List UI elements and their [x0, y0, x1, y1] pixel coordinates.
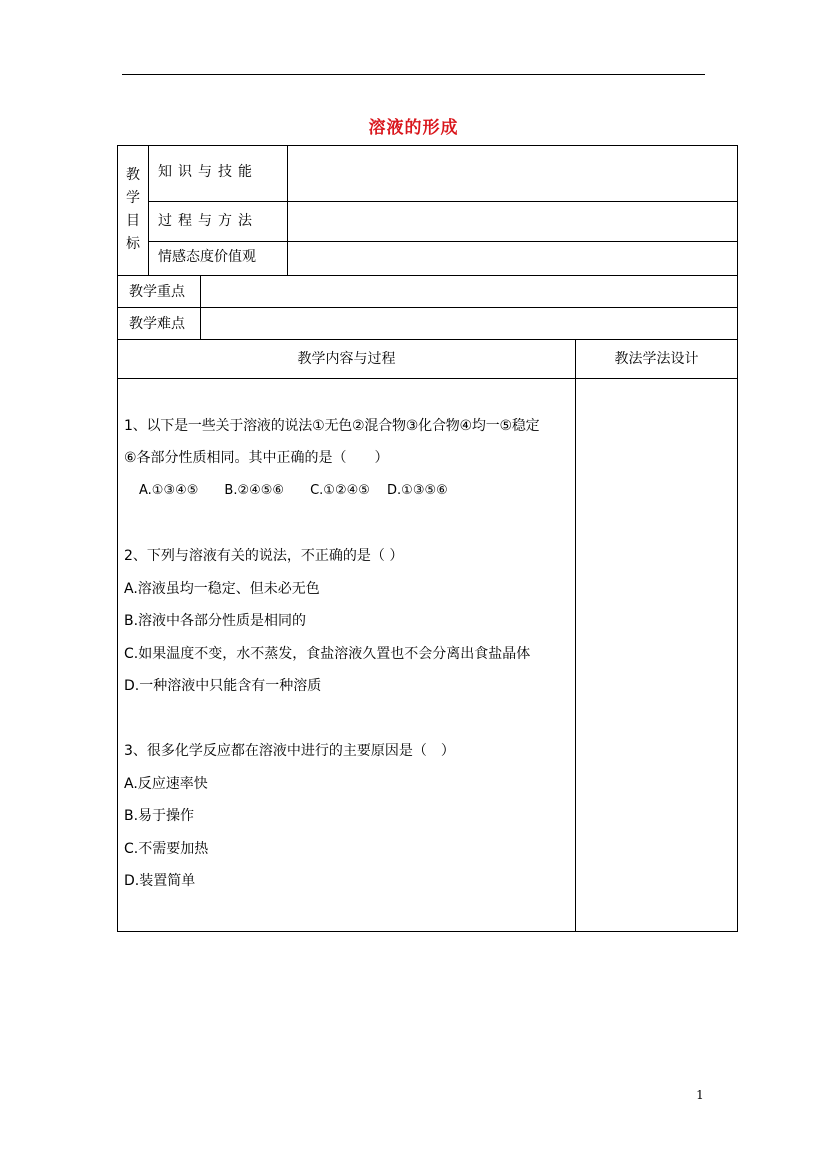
question-3-option-a: A.反应速率快	[124, 776, 208, 792]
question-3-option-d: D.装置简单	[124, 873, 196, 889]
objective-label-knowledge: 知识与技能	[158, 164, 258, 180]
objectives-group-char: 目	[126, 213, 140, 229]
question-2-option-c: C.如果温度不变，水不蒸发，食盐溶液久置也不会分离出食盐晶体	[124, 646, 531, 662]
question-2-stem: 2、下列与溶液有关的说法，不正确的是（ ）	[124, 548, 404, 564]
method-body-cell	[575, 378, 738, 932]
key-point-label: 教学重点	[129, 284, 185, 300]
objectives-group-char: 教	[126, 167, 140, 183]
question-2-option-b: B.溶液中各部分性质是相同的	[124, 613, 307, 629]
question-2-option-a: A.溶液虽均一稳定、但未必无色	[124, 581, 320, 597]
objectives-group-char: 标	[126, 236, 140, 252]
page-number: 1	[696, 1088, 704, 1102]
objectives-group-char: 学	[126, 190, 140, 206]
question-1-stem-line-2: ⑥各部分性质相同。其中正确的是（ ）	[124, 450, 389, 466]
objectives-group-label	[118, 146, 148, 274]
question-2-option-d: D.一种溶液中只能含有一种溶质	[124, 678, 322, 694]
method-column-header: 教法学法设计	[614, 351, 699, 367]
objective-label-process: 过程与方法	[158, 213, 258, 229]
question-3-stem: 3、很多化学反应都在溶液中进行的主要原因是（ ）	[124, 743, 455, 759]
header-rule	[122, 74, 705, 75]
difficult-point-label: 教学难点	[129, 316, 185, 332]
question-3-option-b: B.易于操作	[124, 808, 195, 824]
difficult-point-row	[117, 307, 738, 340]
page-title: 溶液的形成	[368, 118, 459, 138]
key-point-row	[117, 275, 738, 308]
objective-label-attitude: 情感态度价值观	[158, 249, 256, 265]
question-3-option-c: C.不需要加热	[124, 841, 209, 857]
content-column-header: 教学内容与过程	[297, 351, 396, 367]
question-1-options: A.①③④⑤ B.②④⑤⑥ C.①②④⑤ D.①③⑤⑥	[139, 483, 448, 498]
question-1-stem-line-1: 1、以下是一些关于溶液的说法①无色②混合物③化合物④均一⑤稳定	[124, 418, 540, 434]
